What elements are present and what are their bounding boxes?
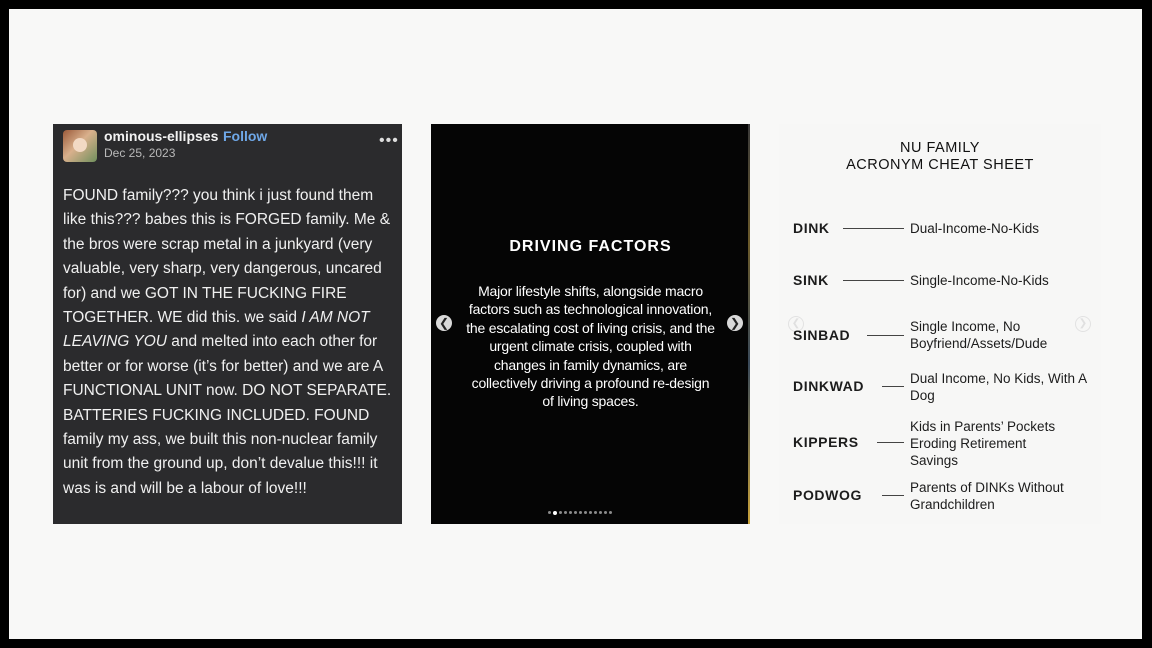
chevron-right-icon[interactable]: ❯ <box>1075 316 1091 332</box>
sheet-title-line2: ACRONYM CHEAT SHEET <box>846 157 1034 173</box>
post-date: Dec 25, 2023 <box>104 146 176 160</box>
pagination-dot[interactable] <box>609 511 612 514</box>
pagination-dot[interactable] <box>569 511 572 514</box>
follow-button[interactable]: Follow <box>223 128 268 144</box>
ellipsis-icon[interactable]: ••• <box>379 132 399 149</box>
acronym-meaning: Single-Income-No-Kids <box>910 273 1049 288</box>
chevron-left-icon[interactable]: ❮ <box>788 316 804 332</box>
pagination-dot-active[interactable] <box>553 511 557 515</box>
connector-line <box>882 386 904 387</box>
avatar[interactable] <box>63 130 97 162</box>
acronym: KIPPERS <box>793 434 859 450</box>
acronym-meaning: Parents of DINKs Without Grandchildren <box>910 480 1064 513</box>
acronym: SINK <box>793 272 829 288</box>
post-body-text-continued: and melted into each other for better or for worse (it’s for better) and we are A FUNCTIONAL UNIT now. DO NOT SEPARATE. BATTERIES FUCKING INCLUDED. FOUND family my ass, we built this non-nuclear family unit from the ground up, don’t devalue this!!! it was is and will be a labour of love!!! <box>63 333 392 497</box>
connector-line <box>877 442 904 443</box>
pagination-dot[interactable] <box>574 511 577 514</box>
acronym: DINKWAD <box>793 378 865 394</box>
post-body-emphasis: I AM NOT LEAVING YOU <box>63 309 370 351</box>
carousel-text: Major lifestyle shifts, alongside macro factors such as technological innovation, the escalating cost of living crisis, and the urgent climate crisis, coupled with changes in family dynamics, are collectively driving a profound re-design of living spaces. <box>466 283 715 410</box>
pagination-dot[interactable] <box>559 511 562 514</box>
carousel-title: DRIVING FACTORS <box>509 238 672 255</box>
carousel-slide <box>431 124 750 524</box>
acronym-meaning: Dual-Income-No-Kids <box>910 221 1040 236</box>
pagination-dot[interactable] <box>548 511 551 514</box>
connector-line <box>843 228 904 229</box>
acronym: SINBAD <box>793 327 851 343</box>
connector-line <box>867 335 904 336</box>
carousel-pagination <box>548 511 612 517</box>
next-slide-edge <box>748 124 750 524</box>
pagination-dot[interactable] <box>584 511 587 514</box>
acronym-meaning: Single Income, No Boyfriend/Assets/Dude <box>910 319 1048 352</box>
acronym-meaning: Dual Income, No Kids, With A Dog <box>910 371 1087 404</box>
tumblr-post <box>53 124 402 524</box>
pagination-dot[interactable] <box>579 511 582 514</box>
pagination-dot[interactable] <box>594 511 597 514</box>
pagination-dot[interactable] <box>599 511 602 514</box>
chevron-left-icon[interactable]: ❮ <box>436 315 452 331</box>
sheet-title <box>779 140 1101 174</box>
acronym-cheat-sheet <box>779 124 1101 524</box>
pagination-dot[interactable] <box>564 511 567 514</box>
post-body <box>63 184 399 501</box>
chevron-right-icon[interactable]: ❯ <box>727 315 743 331</box>
pagination-dot[interactable] <box>589 511 592 514</box>
acronym-meaning: Kids in Parents’ Pockets Eroding Retirement Savings <box>910 419 1056 469</box>
connector-line <box>843 280 904 281</box>
post-body-text: FOUND family??? you think i just found them like this??? babes this is FORGED family. Me & the bros were scrap metal in a junkyard (very valuable, very sharp, very dangerous, uncared for) and we GOT IN THE FUCKING FIRE TOGETHER. WE did this. we said <box>63 187 391 327</box>
pagination-dot[interactable] <box>604 511 607 514</box>
acronym: DINK <box>793 220 830 236</box>
username[interactable]: ominous-ellipses <box>104 128 219 144</box>
acronym: PODWOG <box>793 487 862 503</box>
sheet-title-line1: NU FAMILY <box>900 140 980 156</box>
connector-line <box>882 495 904 496</box>
